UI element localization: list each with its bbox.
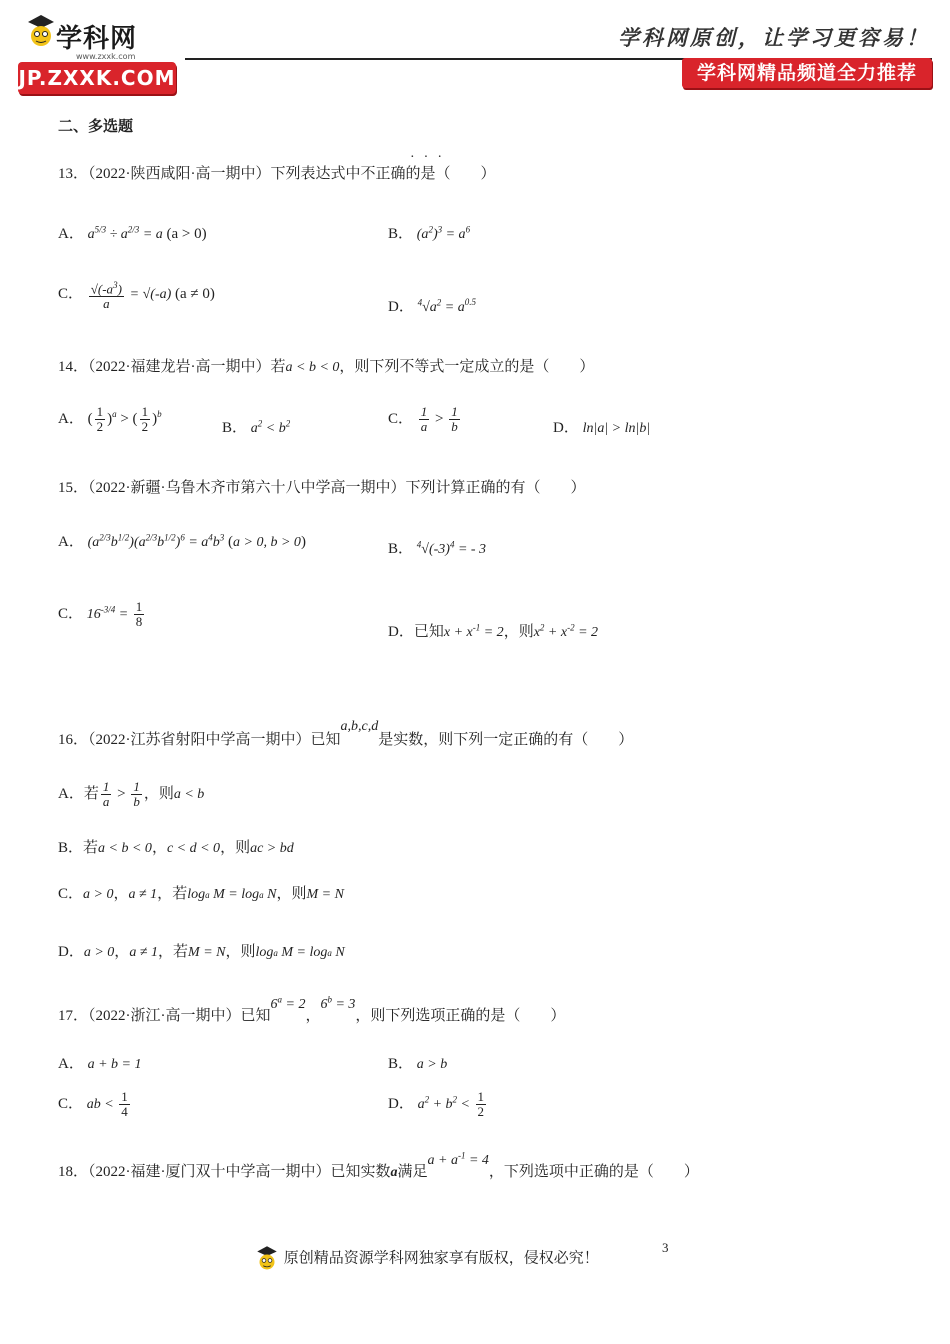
prefix-text: 若 [83,785,99,802]
comma: ， [113,886,129,902]
option-label: D． [388,299,414,315]
prefix-text: 若 [83,840,99,856]
formula: $\frac{1}{a}$ > $\frac{1}{b}$ [420,404,458,434]
prefix-text: 若 [172,886,188,902]
q15-option-a[interactable]: A． $(a^{2/3}b^{1/2})(a^{2/3}b^{1/2})^6 = a^4b^3$ (a > 0, b > 0) [58,532,306,550]
formula: $x + x^{-1} = 2$ [443,622,504,640]
footer [254,1244,599,1274]
stem-mid: 满足 [397,1164,428,1180]
option-label: C． [58,886,84,902]
fraction: $\frac{1}{8}$ [135,599,143,629]
mid-text: ，则 [503,624,534,640]
logo-text: 学科网 [56,24,138,54]
comma: ， [151,840,167,856]
formula-rhs: = - 3 [457,542,487,557]
question-13-stem: 13．（2022·陕西咸阳·高一期中）下列表达式中不正确的是（ ） [58,166,496,182]
option-label: B． [388,226,414,242]
option-label: B． [222,420,248,436]
fraction: $\frac{√(-a^3)}{a}$ [90,280,122,312]
formula: loga M = loga N [187,887,277,902]
question-17-stem [58,994,566,1025]
q14-option-d[interactable] [553,416,650,437]
header-banner[interactable]: 学科网精品频道全力推荐 [682,58,932,88]
option-label: A． [58,410,84,427]
q15-option-c[interactable] [58,600,146,629]
emphasis-dots: ··· [410,150,451,165]
option-label: A． [58,1056,84,1072]
q16-option-b[interactable] [58,836,294,857]
q13-option-b[interactable] [388,222,470,243]
q13-option-a[interactable]: A． $a^{5/3} \div a^{2/3} = a$ (a > 0) [58,224,207,242]
q13-option-d[interactable] [388,295,476,316]
formula: ln|a| > ln|b| [582,421,651,436]
option-label: B． [388,1056,414,1072]
formula: ab < [86,1096,118,1112]
q17-option-a[interactable] [58,1052,142,1073]
q16-option-d[interactable] [58,940,345,961]
option-label: C． [58,1095,84,1112]
prefix-text: 若 [173,944,189,960]
q17-option-b[interactable] [388,1052,447,1073]
q16-option-a[interactable] [58,780,204,809]
formula: $16^{-3/4}$ = [86,604,132,622]
formula: a < b < 0 [98,841,152,856]
option-label: D． [388,1095,414,1112]
logo-badge[interactable]: JP.ZXXK.COM [18,62,176,94]
formula: $\frac{1}{a}$ > $\frac{1}{b}$ [102,779,140,809]
formula: a > 0 [83,945,115,960]
comma: ， [114,944,130,960]
mascot-icon [254,1244,280,1274]
formula: $6^b = 3$ [320,994,356,1012]
option-label: D． [553,420,579,436]
formula: c < d < 0 [166,841,221,856]
formula: = √(-a) [129,287,172,303]
q16-option-c[interactable] [58,882,344,903]
logo-url: www.zxxk.com [76,52,136,61]
stem-end: ，则下列不等式一定成立的是（ ） [339,359,595,375]
q15-option-b[interactable] [388,537,486,558]
question-16-stem [58,719,634,749]
stem-end: ，则下列选项正确的是（ ） [355,1008,566,1024]
prefix-text: 已知 [413,624,444,640]
stem-end: ，下列选项中正确的是（ ） [488,1164,699,1180]
q14-option-b[interactable] [222,416,290,437]
formula: ac > bd [250,841,294,856]
option-label: B． [58,840,84,856]
stem-end: 是实数，则下列一定正确的有（ ） [378,732,634,748]
formula: $(a^2)^3 = a^6$ [416,224,471,242]
q17-option-c[interactable] [58,1090,132,1119]
formula-exp: 0.5 [464,297,476,307]
formula: ( $\frac{1}{2}$ )$^a$ > ( $\frac{1}{2}$ )$^b$ [87,404,162,434]
option-label: A． [58,226,84,242]
formula: a ≠ 1 [129,945,158,960]
formula: M = N [188,945,226,960]
mid-text: ，则 [225,944,256,960]
formula: M = N [306,887,344,902]
formula-rhs: = a [444,300,465,315]
option-label: B． [388,541,414,557]
fraction: $\frac{1}{2}$ [477,1089,484,1119]
question-14-stem [58,355,594,376]
mid-text: ，则 [220,840,251,856]
formula: a > b [416,1057,448,1072]
header-slogan: 学科网原创，让学习更容易！ [618,25,930,50]
option-label: C． [58,286,84,303]
condition: a < b < 0 [285,360,340,375]
option-label: A． [58,785,84,802]
q15-option-d[interactable] [388,620,598,641]
option-label: C． [58,605,84,622]
option-label: D． [58,944,84,960]
comma: ， [157,886,173,902]
formula: $a^{5/3} \div a^{2/3} = a$ [87,224,163,242]
section-title: 二、多选题 [58,119,134,135]
formula: a < b [173,786,205,802]
q17-option-d[interactable] [388,1090,488,1119]
formula: a ≠ 1 [128,887,158,902]
option-label: A． [58,534,84,550]
option-label: D． [388,624,414,640]
q14-option-c[interactable] [388,405,462,434]
q13-option-c[interactable]: C． $\frac{√(-a^3)}{a}$ = √(-a) (a ≠ 0) [58,280,215,312]
fraction: $\frac{1}{4}$ [121,1089,128,1119]
stem-text: 18．（2022·福建·厦门双十中学高一期中）已知实数 [58,1164,391,1180]
question-15-stem: 15．（2022·新疆·乌鲁木齐市第六十八中学高一期中）下列计算正确的有（ ） [58,480,586,496]
formula: $a^2 < b^2$ [250,418,291,436]
site-logo [18,12,188,98]
mascot-icon [24,12,58,52]
formula: loga M = loga N [255,945,345,960]
q14-option-a[interactable] [58,405,162,434]
formula: a + b = 1 [87,1057,142,1072]
mid-text: ，则 [143,785,174,802]
comma: ， [158,944,174,960]
stem-text: 14．（2022·福建龙岩·高一期中）若 [58,359,286,375]
stem-text: 16．（2022·江苏省射阳中学高一期中）已知 [58,732,341,748]
formula: $x^2 + x^{-2} = 2$ [533,622,599,640]
variable-a: a [390,1165,398,1180]
formula: $6^a = 2$ [270,994,306,1012]
formula: a > 0 [83,887,114,902]
variables: a,b,c,d [340,719,379,734]
formula: $a + a^{-1} = 4$ [427,1150,489,1168]
stem-text: 17．（2022·浙江·高一期中）已知 [58,1008,271,1024]
formula: $^4√(-3)^4$ [416,539,455,557]
formula: $(a^{2/3}b^{1/2})(a^{2/3}b^{1/2})^6 = a^4b^3$ [87,532,225,550]
question-18-stem [58,1150,699,1181]
formula: $a^2 + b^2$ < [417,1094,474,1112]
footer-text: 原创精品资源学科网独家享有版权，侵权必究！ [283,1250,599,1267]
formula: $^4√a^2$ [417,297,442,315]
page-number: 3 [662,1240,669,1255]
option-label: C． [388,410,414,427]
comma: ， [305,1008,321,1024]
mid-text: ，则 [276,886,307,902]
